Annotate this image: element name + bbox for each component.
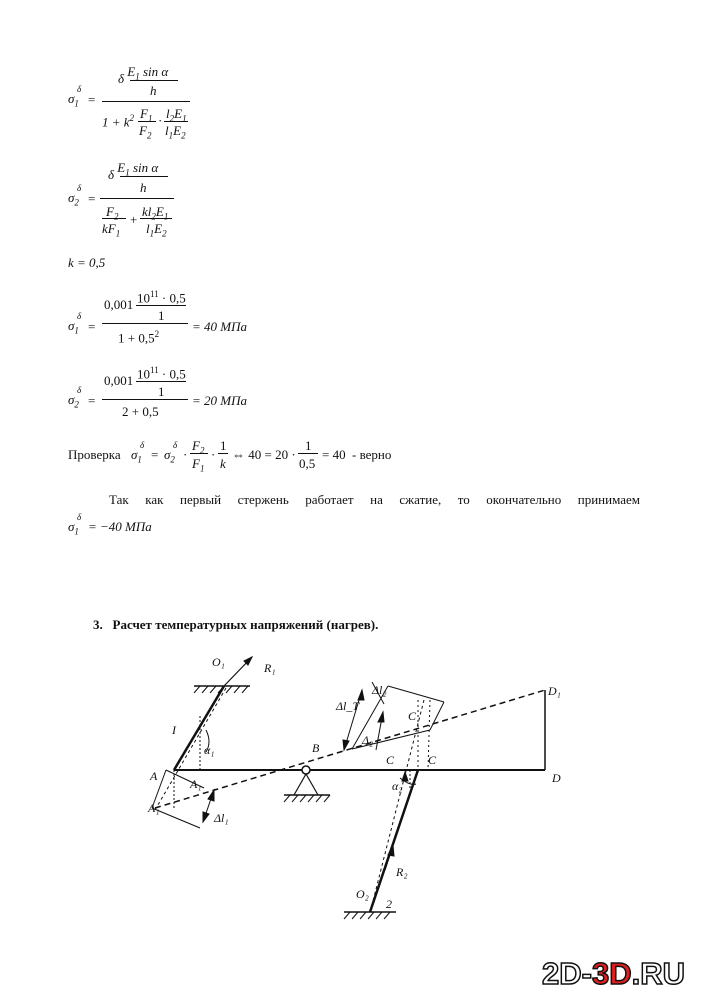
pivot-b: [302, 766, 310, 774]
numerator: δ $E_1$ sin α: [118, 64, 169, 86]
one2: 1: [305, 438, 312, 453]
final-value: = −40 МПа: [88, 519, 152, 534]
kl2E1: $kl_2E_1$: [142, 204, 169, 222]
const: 0,001: [104, 373, 134, 388]
label-dl2: Δl₂: [372, 683, 387, 697]
label-R2: R₂: [396, 865, 408, 879]
label-A1b: A₁: [148, 801, 160, 815]
label-C1: C: [386, 753, 395, 767]
watermark-part1: 2D-: [542, 956, 592, 991]
F2: $F_2$: [106, 204, 119, 222]
label-B: B: [312, 741, 320, 755]
hatch-o2: [344, 912, 390, 919]
label-dl1: Δl₁: [214, 811, 229, 825]
denom: $1 + 0,5^2$: [118, 329, 160, 346]
dot2: ·: [211, 447, 216, 462]
F2: $F_2$: [192, 438, 205, 456]
F1-over-F2: $F_1$: [140, 106, 153, 124]
one: 1: [220, 438, 227, 453]
denominator: $1 + k^2$: [102, 113, 135, 130]
const: 0,001: [104, 297, 134, 312]
half: 0,5: [299, 456, 316, 471]
paragraph-text: Так как первый стержень работает на сжатие, то окончательно принимаем: [109, 492, 640, 507]
equals: =: [88, 393, 96, 408]
result: = 40 МПа: [192, 319, 247, 334]
dot: ·: [183, 447, 188, 462]
equals: =: [88, 319, 96, 334]
l2E1: $l_2E_1$: [166, 106, 187, 124]
h-denominator: h: [150, 83, 157, 98]
sigma1: $\sigma_1$: [68, 519, 79, 537]
rod-1-displaced: [155, 688, 226, 810]
section-number: 3.: [93, 617, 103, 632]
rod-1: [174, 686, 224, 770]
k-value: k = 0,5: [68, 255, 106, 270]
sigma2-sup: δ: [77, 183, 82, 193]
F1: $F_1$: [192, 456, 205, 474]
equals: =: [88, 191, 96, 206]
plus: +: [130, 212, 138, 227]
label-D: D: [552, 771, 561, 785]
dot: ·: [158, 113, 163, 128]
kF1: $kF_1$: [102, 221, 121, 239]
sigma2: $\sigma_2$: [164, 447, 175, 465]
label-A: A: [150, 769, 158, 783]
equals: =: [88, 92, 96, 107]
power: $10^{11} \cdot 0,5$: [137, 289, 186, 306]
label-A1: A₁: [190, 777, 202, 791]
l1E2: $l_1E_2$: [165, 123, 186, 141]
sigma2: $\sigma_2$: [68, 392, 79, 410]
sigma1: $\sigma_1$: [131, 447, 142, 465]
sup: δ: [140, 440, 145, 450]
label-C: C: [408, 709, 417, 723]
label-O2: O₂: [356, 887, 369, 901]
sigma2-lhs: $\sigma_2$: [68, 190, 79, 208]
sigma1-sup: δ: [77, 84, 82, 94]
label-alpha1: α₁: [204, 743, 215, 757]
sigma1: $\sigma_1$: [68, 318, 79, 336]
label-d2: Δ₂: [362, 733, 374, 747]
label-two: 2: [386, 897, 392, 911]
eq: =: [151, 447, 159, 462]
check-verdict: - верно: [352, 447, 392, 462]
sup: δ: [77, 311, 82, 321]
label-I: I: [172, 723, 176, 737]
watermark-part2: 3D: [591, 956, 632, 991]
one: 1: [158, 308, 165, 323]
label-D1: D₁: [548, 684, 561, 698]
h: h: [140, 180, 147, 195]
sup2: δ: [173, 440, 178, 450]
power: $10^{11} \cdot 0,5$: [137, 365, 186, 382]
label-R1: R₁: [264, 661, 276, 675]
numerator: δ $E_1$ sin α: [108, 160, 159, 182]
check-label: Проверка: [68, 447, 121, 462]
k: k: [220, 456, 226, 471]
dim-top: [388, 686, 444, 702]
result: = 20 МПа: [192, 393, 247, 408]
watermark-part3: .RU: [631, 956, 685, 991]
one: 1: [158, 384, 165, 399]
denom: 2 + 0,5: [122, 404, 159, 419]
label-alpha2: α₂: [392, 779, 403, 793]
check-tail: ⇔ 40 = 20 ·: [232, 447, 296, 462]
label-O1: O₁: [212, 655, 225, 669]
section-title: Расчет температурных напряжений (нагрев).: [112, 617, 379, 632]
watermark-logo: [542, 956, 685, 992]
sup: δ: [77, 385, 82, 395]
F2: $F_2$: [139, 123, 152, 141]
label-dlT: Δl_T: [336, 699, 360, 713]
l1E2: $l_1E_2$: [146, 221, 167, 239]
sigma1-lhs: $\sigma_1$: [68, 91, 79, 109]
sup: δ: [77, 512, 82, 522]
label-C2: C: [428, 753, 437, 767]
check-end: = 40: [322, 447, 346, 462]
hatch-b: [284, 795, 330, 802]
